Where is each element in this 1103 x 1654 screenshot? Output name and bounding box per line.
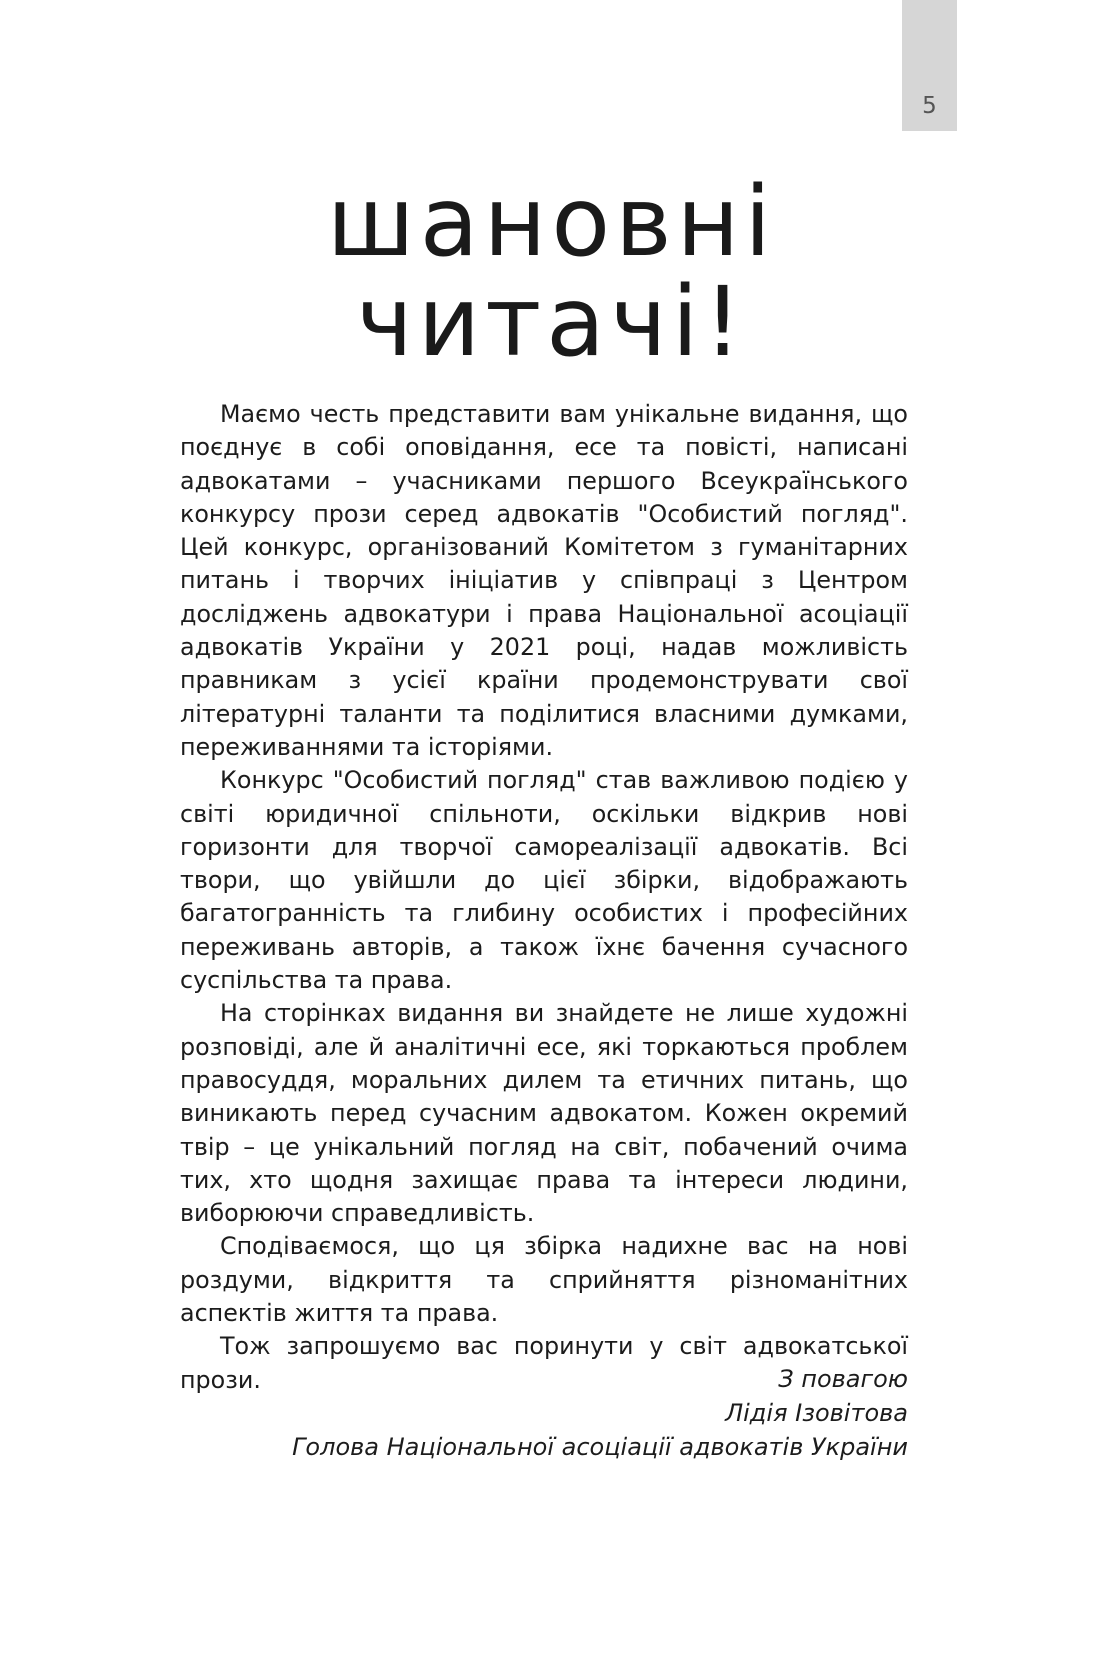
paragraph: Конкурс "Особистий погляд" став важливою подією у світі юридичної спільноти, оскільки відкрив нові горизонти для творчої самореалізації адвокатів. Всі твори, що увійшли до цієї збірки, відображають багатогранність та глибину особистих і професійних переживань авторів, а також їхнє бачення сучасного суспільства та права.: [180, 766, 908, 995]
page-number-tab: [902, 0, 957, 131]
paragraph: Сподіваємося, що ця збірка надихне вас на нові роздуми, відкриття та сприйняття різноманітних аспектів життя та права.: [180, 1232, 908, 1328]
page-number: 5: [922, 93, 937, 119]
paragraph: Тож запрошуємо вас поринути у світ адвокатської прози.: [180, 1332, 908, 1394]
page-title-line-2: читачі!: [356, 266, 747, 378]
signature-name: Лідія Ізовітова: [725, 1399, 908, 1427]
page-title-line-1: шановні: [326, 166, 777, 278]
signature-greeting: З повагою: [778, 1365, 908, 1393]
signature-block: [180, 1362, 908, 1464]
paragraph: На сторінках видання ви знайдете не лише художні розповіді, але й аналітичні есе, які торкаються проблем правосуддя, моральних дилем та етичних питань, що виникають перед сучасним адвокатом. Кожен окремий твір – це унікальний погляд на світ, побачений очима тих, хто щодня захищає права та інтереси людини, виборюючи справедливість.: [180, 999, 908, 1228]
paragraph: Маємо честь представити вам унікальне видання, що поєднує в собі оповідання, есе та повісті, написані адвокатами – учасниками першого Всеукраїнського конкурсу прози серед адвокатів "Особистий погляд". Цей конкурс, організований Комітетом з гуманітарних питань і творчих ініціатив у співпраці з Центром досліджень адвокатури і права Національної асоціації адвокатів України у 2021 році, надав можливість правникам з усієї країни продемонструвати свої літературні таланти та поділитися власними думками, переживаннями та історіями.: [180, 400, 908, 761]
signature-position: Голова Національної асоціації адвокатів України: [292, 1433, 908, 1461]
page-title: [0, 166, 1103, 378]
body-text: [180, 398, 908, 1397]
